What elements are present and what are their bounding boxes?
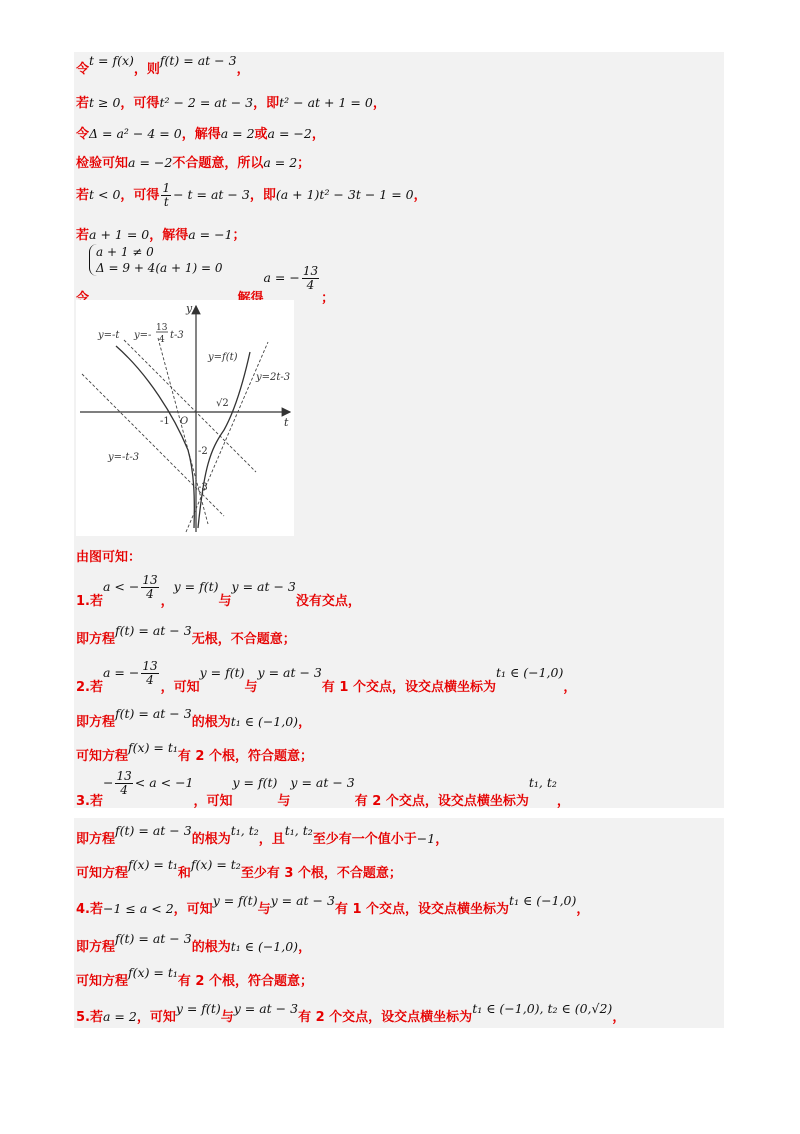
- text: ，: [576, 902, 590, 917]
- math: t₁ ∈ (−1,0): [496, 665, 564, 680]
- text: 检验可知: [76, 156, 129, 171]
- math: a = 2: [102, 1009, 137, 1024]
- math: f(t) = at − 3: [115, 931, 192, 946]
- text: 无根，不合题意；: [191, 632, 296, 647]
- text: ；: [232, 228, 246, 243]
- math: t₁, t₂: [230, 823, 259, 838]
- fraction: [302, 265, 319, 292]
- text: 可知方程: [76, 749, 129, 764]
- text: ，解得: [181, 127, 221, 142]
- line-16: [76, 857, 402, 881]
- math: t₁, t₂: [284, 823, 313, 838]
- math: f(x) = t₁: [128, 857, 178, 872]
- text: 即方程: [76, 832, 116, 847]
- math: y = at − 3: [270, 893, 335, 908]
- label-y-neg-t: y=-t: [98, 330, 120, 341]
- text: 4.若: [76, 902, 103, 917]
- equation-system: [89, 244, 222, 276]
- math: y = f(t): [175, 1001, 221, 1016]
- text: ，可知: [193, 794, 233, 809]
- text: 即方程: [76, 715, 116, 730]
- text: 可知方程: [76, 974, 129, 989]
- math: −1: [416, 831, 436, 846]
- line-4: [76, 152, 310, 171]
- math: a = 2: [263, 155, 298, 170]
- fraction: [161, 182, 171, 209]
- math: a = −: [102, 665, 140, 680]
- math: a = −2: [128, 155, 173, 170]
- math: f(t) = at − 3: [115, 823, 192, 838]
- line-14: [76, 769, 570, 809]
- line-11: [76, 659, 577, 695]
- text: 令: [76, 291, 90, 306]
- math: y = at − 3: [231, 579, 296, 594]
- text: ，: [612, 1010, 626, 1025]
- text: 有 2 个交点，设交点横坐标为: [298, 1010, 473, 1025]
- math: y = f(t): [212, 893, 258, 908]
- math: t₁ ∈ (−1,0): [230, 714, 299, 729]
- math: (a + 1)t² − 3t − 1 = 0: [275, 187, 414, 202]
- label-y-2t-3: y=2t-3: [256, 372, 291, 383]
- numerator: 13: [142, 659, 158, 673]
- math: t < 0: [89, 187, 121, 202]
- numerator: 13: [302, 264, 319, 278]
- line-y-slope-13-4: [158, 338, 208, 524]
- math: < a < −1: [134, 775, 194, 790]
- math: t₁ ∈ (−1,0): [230, 939, 299, 954]
- math: y = f(t): [173, 579, 219, 594]
- denominator: t: [163, 195, 169, 209]
- denominator: 4: [146, 673, 154, 687]
- text: 与: [277, 794, 291, 809]
- math: f(t) = at − 3: [159, 53, 237, 68]
- text: ，: [160, 594, 174, 609]
- text: 5.若: [76, 1010, 103, 1025]
- text: 或: [254, 127, 268, 142]
- line-17: [76, 893, 590, 917]
- text: 与: [257, 902, 271, 917]
- text: ，可得: [120, 188, 160, 203]
- text: ，可知: [173, 902, 213, 917]
- text: ，: [298, 715, 312, 730]
- math: a < −: [102, 579, 140, 594]
- math: −1 ≤ a < 2: [102, 901, 174, 916]
- line-8: [76, 546, 141, 565]
- text: ，: [563, 680, 577, 695]
- math: y = f(t): [232, 775, 278, 790]
- math: t ≥ 0: [89, 95, 121, 110]
- label-y-neg-t-minus-3: y=-t-3: [108, 452, 140, 463]
- line-3: [76, 123, 325, 142]
- solution-panel-bottom: [74, 818, 724, 1028]
- text: ，即: [253, 96, 280, 111]
- line-y-2t-3: [186, 342, 268, 532]
- line-7: [76, 245, 335, 306]
- text: 和: [177, 866, 191, 881]
- text: 有 2 个交点，设交点横坐标为: [354, 794, 529, 809]
- fraction: [141, 660, 158, 687]
- text: 的根为: [191, 715, 231, 730]
- t-axis-label: t: [284, 416, 289, 429]
- text: 有 1 个交点，设交点横坐标为: [334, 902, 510, 917]
- text: 的根为: [191, 940, 231, 955]
- numerator: 1: [162, 181, 171, 195]
- denominator: 4: [306, 278, 315, 292]
- text: 若: [76, 228, 90, 243]
- numerator: 13: [116, 769, 132, 783]
- label-y-f-t: y=f(t): [208, 352, 238, 363]
- text: 有 2 个根，符合题意；: [177, 974, 314, 989]
- y-axis-label: y: [186, 302, 193, 315]
- text: 至少有一个值小于: [312, 832, 417, 847]
- math: f(t) = at − 3: [115, 623, 192, 638]
- text: 即方程: [76, 940, 116, 955]
- line-y-neg-t-minus-3: [82, 374, 224, 516]
- text: ；: [297, 156, 311, 171]
- text: 令: [76, 127, 90, 142]
- text: 1.若: [76, 594, 103, 609]
- text: 与: [244, 680, 258, 695]
- line-18: [76, 931, 312, 955]
- line-10: [76, 623, 296, 647]
- text: 若: [76, 96, 90, 111]
- text: 令: [76, 62, 90, 77]
- math: a = −1: [188, 227, 233, 242]
- text: ，可知: [160, 680, 200, 695]
- line-5: [76, 182, 427, 209]
- line-6: [76, 224, 246, 243]
- math: a = 2: [220, 126, 255, 141]
- label-y-slope-den: 4: [159, 335, 165, 345]
- numerator: 13: [142, 573, 158, 587]
- line-1: [76, 53, 250, 77]
- curve-f-left: [116, 346, 194, 528]
- text: 可知方程: [76, 866, 129, 881]
- math: t₁ ∈ (−1,0): [509, 893, 577, 908]
- math: a = −: [263, 270, 300, 285]
- text: 即方程: [76, 632, 116, 647]
- text: ，则: [133, 62, 160, 77]
- label-y-slope-suffix: t-3: [170, 330, 184, 341]
- text: ，: [435, 832, 449, 847]
- math: y = at − 3: [257, 665, 322, 680]
- text: ，可得: [120, 96, 160, 111]
- text: 3.若: [76, 794, 103, 809]
- line-9: [76, 573, 361, 609]
- text: ，: [372, 96, 386, 111]
- line-20: [76, 1001, 626, 1025]
- math: f(t) = at − 3: [115, 706, 192, 721]
- math: f(x) = t₁: [128, 965, 178, 980]
- math: y = at − 3: [290, 775, 355, 790]
- label-y-slope-prefix: y=-: [134, 330, 152, 341]
- math: Δ = a² − 4 = 0: [89, 126, 182, 141]
- text: 的根为: [191, 832, 231, 847]
- line-12: [76, 706, 312, 730]
- math: −: [102, 775, 114, 790]
- math: t₁, t₂: [528, 775, 557, 790]
- text: ，解得: [149, 228, 189, 243]
- text: ，解得: [224, 291, 264, 306]
- label-minus-1: -1: [160, 416, 170, 427]
- text: ；: [321, 291, 335, 306]
- text: ，: [298, 940, 312, 955]
- text: 至少有 3 个根，不合题意；: [240, 866, 402, 881]
- text: ，: [413, 188, 427, 203]
- fraction: [115, 770, 132, 797]
- math: f(x) = t₁: [128, 740, 178, 755]
- line-15: [76, 823, 449, 847]
- denominator: 4: [120, 783, 128, 797]
- origin-label: O: [180, 416, 189, 427]
- text: ，: [556, 794, 570, 809]
- text: 与: [220, 1010, 234, 1025]
- system-row: a + 1 ≠ 0: [96, 245, 154, 259]
- label-sqrt2: √2: [216, 398, 229, 409]
- math: t = f(x): [89, 53, 134, 68]
- text: ，可知: [136, 1010, 176, 1025]
- math: t² − 2 = at − 3: [159, 95, 254, 110]
- text: 2.若: [76, 680, 103, 695]
- math: t₁ ∈ (−1,0), t₂ ∈ (0,√2): [472, 1001, 613, 1016]
- label-minus-2: -2: [198, 446, 208, 457]
- text: 由图可知：: [76, 550, 142, 565]
- math: − t = at − 3: [173, 187, 250, 202]
- text: 有 1 个交点，设交点横坐标为: [321, 680, 496, 695]
- label-y-slope-num: 13: [156, 323, 168, 333]
- function-graph: [76, 300, 294, 536]
- math: a = −2: [267, 126, 312, 141]
- text: 有 2 个根，符合题意；: [177, 749, 314, 764]
- text: ，且: [258, 832, 285, 847]
- denominator: 4: [146, 587, 154, 601]
- text: 不合题意，所以: [172, 156, 264, 171]
- fraction: [141, 574, 158, 601]
- text: 与: [218, 594, 232, 609]
- text: 若: [76, 188, 90, 203]
- text: 没有交点，: [295, 594, 361, 609]
- math: t² − at + 1 = 0: [279, 95, 373, 110]
- text: ，: [311, 127, 325, 142]
- text: ，: [236, 62, 250, 77]
- line-19: [76, 965, 314, 989]
- math: y = f(t): [199, 665, 245, 680]
- math: f(x) = t₂: [190, 857, 241, 872]
- line-13: [76, 740, 314, 764]
- line-2: [76, 92, 386, 111]
- math: y = at − 3: [233, 1001, 299, 1016]
- label-minus-3: -3: [198, 482, 208, 493]
- text: ，即: [249, 188, 276, 203]
- system-row: Δ = 9 + 4(a + 1) = 0: [96, 261, 223, 275]
- math: a + 1 = 0: [89, 227, 150, 242]
